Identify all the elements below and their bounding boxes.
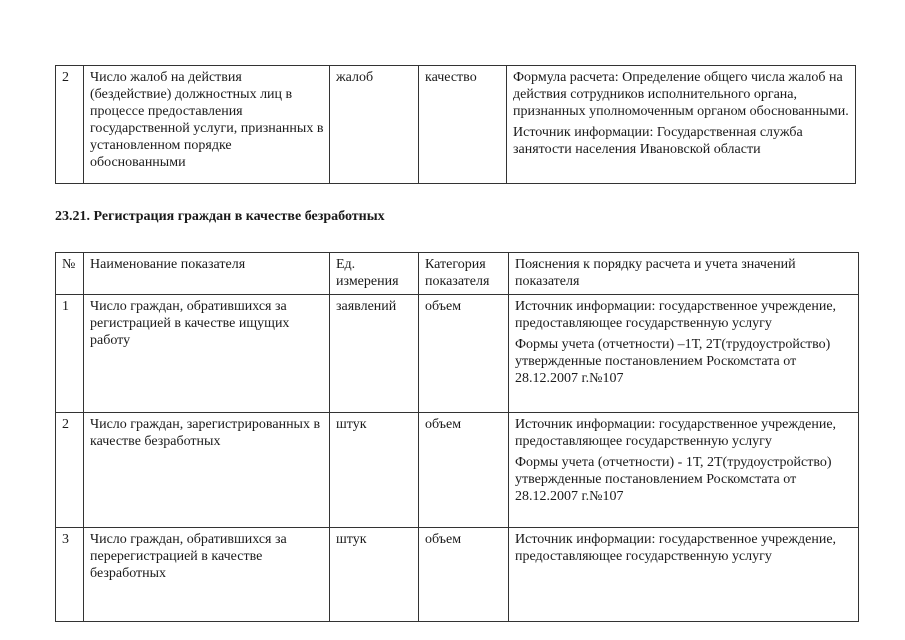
indicator-category: объем bbox=[419, 413, 509, 528]
indicator-explanation bbox=[509, 413, 859, 528]
row-number: 3 bbox=[56, 528, 84, 622]
unit-of-measure: жалоб bbox=[330, 66, 419, 184]
unit-of-measure: штук bbox=[330, 413, 419, 528]
explanation-formula: Формула расчета: Определение общего числа жалоб на действия сотрудников исполнительного органа, признанных уполномоченным органом обоснованными. bbox=[513, 70, 849, 119]
indicator-name: Число граждан, обратившихся за перерегистрацией в качестве безработных bbox=[84, 528, 330, 622]
table-row bbox=[56, 66, 856, 184]
indicator-name: Число граждан, зарегистрированных в качестве безработных bbox=[84, 413, 330, 528]
row-number: 2 bbox=[56, 413, 84, 528]
explanation-forms: Формы учета (отчетности) - 1Т, 2Т(трудоустройство) утвержденные постановлением Роскомстата от 28.12.2007 г.№107 bbox=[515, 455, 832, 504]
indicator-explanation bbox=[507, 66, 856, 184]
unit-of-measure: заявлений bbox=[330, 295, 419, 413]
header-name: Наименование показателя bbox=[84, 253, 330, 295]
header-unit: Ед. измерения bbox=[330, 253, 419, 295]
unit-of-measure: штук bbox=[330, 528, 419, 622]
table-header-row bbox=[56, 253, 859, 295]
explanation-source: Источник информации: государственное учреждение, предоставляющее государственную услугу bbox=[515, 417, 837, 449]
header-explanation: Пояснения к порядку расчета и учета значений показателя bbox=[509, 253, 859, 295]
table-row bbox=[56, 295, 859, 413]
header-num: № bbox=[56, 253, 84, 295]
indicator-explanation bbox=[509, 528, 859, 622]
table-row bbox=[56, 528, 859, 622]
section-heading: 23.21. Регистрация граждан в качестве безработных bbox=[55, 209, 385, 224]
indicator-name: Число граждан, обратившихся за регистрацией в качестве ищущих работу bbox=[84, 295, 330, 413]
indicator-category: объем bbox=[419, 295, 509, 413]
header-category: Категория показателя bbox=[419, 253, 509, 295]
row-number: 1 bbox=[56, 295, 84, 413]
indicator-name: Число жалоб на действия (бездействие) должностных лиц в процессе предоставления государственной услуги, признанных в установленном порядке обоснованными bbox=[84, 66, 330, 184]
explanation-source: Источник информации: Государственная служба занятости населения Ивановской области bbox=[513, 125, 803, 157]
row-number: 2 bbox=[56, 66, 84, 184]
explanation-source: Источник информации: государственное учреждение, предоставляющее государственную услугу bbox=[515, 532, 837, 564]
indicator-category: качество bbox=[419, 66, 507, 184]
indicator-table bbox=[55, 252, 859, 622]
explanation-source: Источник информации: государственное учреждение, предоставляющее государственную услугу bbox=[515, 299, 837, 331]
table-row bbox=[56, 413, 859, 528]
indicator-category: объем bbox=[419, 528, 509, 622]
indicator-explanation bbox=[509, 295, 859, 413]
explanation-forms: Формы учета (отчетности) –1Т, 2Т(трудоустройство) утвержденные постановлением Роскомстата от 28.12.2007 г.№107 bbox=[515, 337, 831, 386]
continued-indicator-table bbox=[55, 65, 856, 184]
